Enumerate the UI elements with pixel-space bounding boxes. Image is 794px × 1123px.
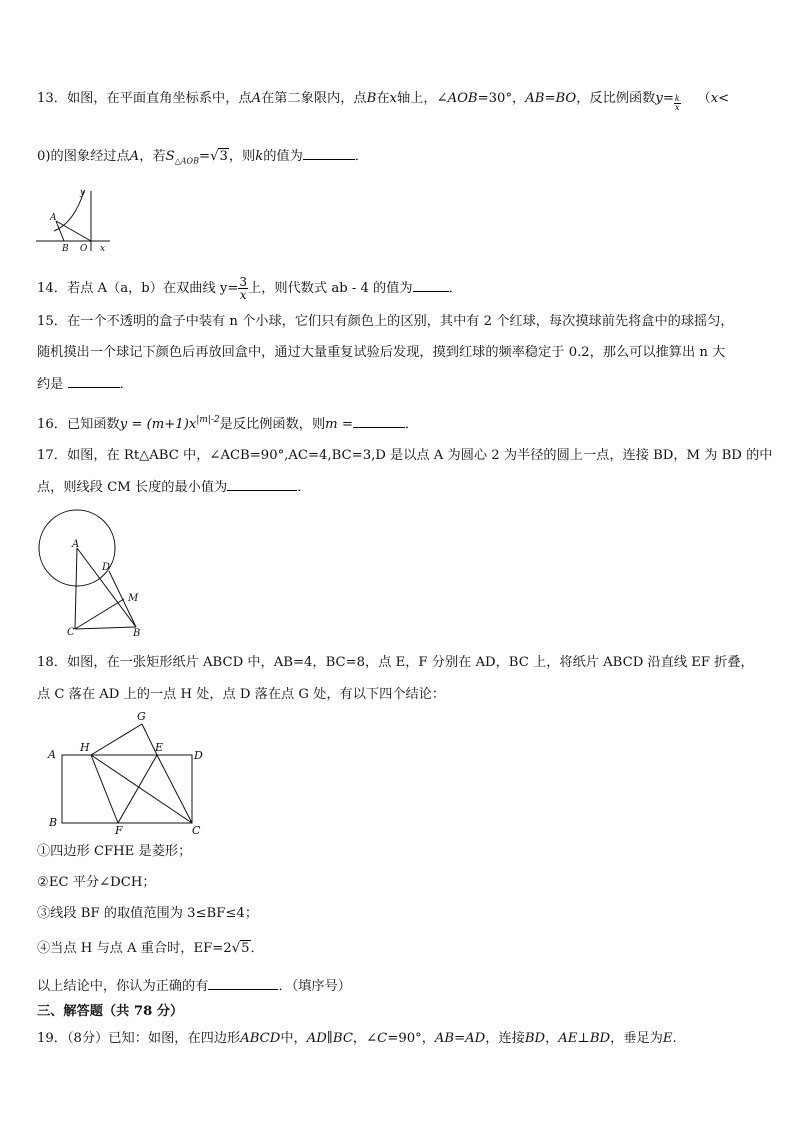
- q15-answer-blank[interactable]: [68, 375, 120, 388]
- q14-answer-blank[interactable]: [413, 279, 449, 292]
- sqrt-5: √5: [231, 941, 250, 956]
- segment-EF: [118, 755, 157, 823]
- q16-answer-blank[interactable]: [353, 415, 405, 428]
- label-F: F: [115, 824, 123, 837]
- q18-line1: 18．如图，在一张矩形纸片 ABCD 中，AB=4，BC=8，点 E，F 分别在 AD，BC 上，将纸片 ABCD 沿直线 EF 折叠，: [37, 655, 754, 670]
- segment-AB: [77, 548, 136, 627]
- label-C: C: [67, 627, 75, 638]
- label-A: A: [48, 748, 56, 761]
- label-E: E: [155, 741, 164, 754]
- segment-HF: [91, 755, 118, 823]
- q18-figure: [44, 708, 214, 838]
- q17-line1: 17．如图，在 Rt△ABC 中，∠ACB=90°,AC=4,BC=3,D 是以点 A 为圆心 2 为半径的圆上一点，连接 BD，M 为 BD 的中: [37, 448, 773, 463]
- q13-line2: 0)的图象经过点A，若$S_{\triangle AOB}=√3$，则k的值为 ．: [37, 149, 368, 166]
- q18-conclusion-2: ②EC 平分∠DCH；: [37, 875, 156, 890]
- q13-answer-blank[interactable]: [303, 147, 355, 160]
- q18-answer-blank[interactable]: [208, 977, 278, 990]
- label-B: B: [62, 244, 69, 253]
- q17-line2: 点，则线段 CM 长度的最小值为 ．: [37, 480, 311, 495]
- label-A: A: [50, 213, 57, 223]
- rectangle-ABCD: [62, 755, 192, 823]
- label-H: H: [80, 741, 90, 754]
- label-D: D: [194, 749, 203, 762]
- q13-figure: [34, 185, 114, 253]
- q13-line1: 13．如图，在平面直角坐标系中，点A在第二象限内，点B在x轴上，∠AOB=30°，AB=BO，反比例函数y= $\frac{k}{x}$ （x<: [37, 91, 730, 112]
- segment-AC: [75, 548, 77, 629]
- q17-figure: [34, 503, 154, 643]
- segment-HG: [91, 724, 142, 755]
- q17-answer-blank[interactable]: [227, 478, 297, 491]
- segment-AO: [56, 221, 91, 241]
- label-G: G: [137, 710, 146, 723]
- q18-conclusion-3: ③线段 BF 的取值范围为 3≤BF≤4；: [37, 906, 259, 921]
- label-B: B: [49, 816, 58, 829]
- sqrt-3: √3: [210, 149, 228, 164]
- label-y: y: [80, 188, 86, 198]
- q18-conclusion-4: ④当点 H 与点 A 重合时，EF=2√5．: [37, 941, 264, 956]
- q14-line: 14．若点 A（a，b）在双曲线 y= $\frac{3}{x}$ 上，则代数式 ab - 4 的值为 ．: [37, 275, 462, 302]
- 3-over-x-fraction: $\frac{3}{x}$: [239, 275, 248, 302]
- k-over-x-fraction: $\frac{k}{x}$: [674, 94, 680, 112]
- segment-HC: [91, 755, 192, 823]
- q15-line3: 约是 ．: [37, 377, 133, 392]
- q16-line: 16．已知函数$y = (m+1)x^{|m|-2}$是反比例函数，则m = ．: [37, 415, 419, 432]
- q19-line: 19．（8分）已知：如图，在四边形ABCD中，AD∥BC，∠C=90°，AB=AD，连接BD，AE⊥BD，垂足为E.: [37, 1031, 677, 1046]
- label-C: C: [192, 824, 201, 837]
- q18-conclusion-1: ①四边形 CFHE 是菱形；: [37, 844, 192, 859]
- label-M: M: [128, 593, 139, 604]
- q15-line1: 15．在一个不透明的盒子中装有 n 个小球，它们只有颜色上的区别，其中有 2 个红球，每次摸球前先将盒中的球摇匀，: [37, 314, 734, 329]
- label-D: D: [102, 562, 111, 573]
- label-O: O: [80, 244, 88, 253]
- q18-answer-line: 以上结论中，你认为正确的有 ．（填序号）: [37, 979, 351, 994]
- segment-CM: [75, 599, 124, 629]
- label-A: A: [72, 539, 80, 550]
- section-3-heading: 三、解答题（共 78 分）: [37, 1004, 184, 1019]
- q15-line2: 随机摸出一个球记下颜色后再放回盒中，通过大量重复试验后发现，摸到红球的频率稳定于 0.2，那么可以推算出 n 大: [37, 345, 726, 360]
- label-x: x: [100, 244, 106, 253]
- segment-CB: [75, 627, 136, 629]
- segment-AB: [56, 221, 64, 241]
- segment-EC: [157, 755, 192, 823]
- label-B: B: [133, 628, 141, 639]
- q18-line2: 点 C 落在 AD 上的一点 H 处，点 D 落在点 G 处，有以下四个结论：: [37, 687, 446, 702]
